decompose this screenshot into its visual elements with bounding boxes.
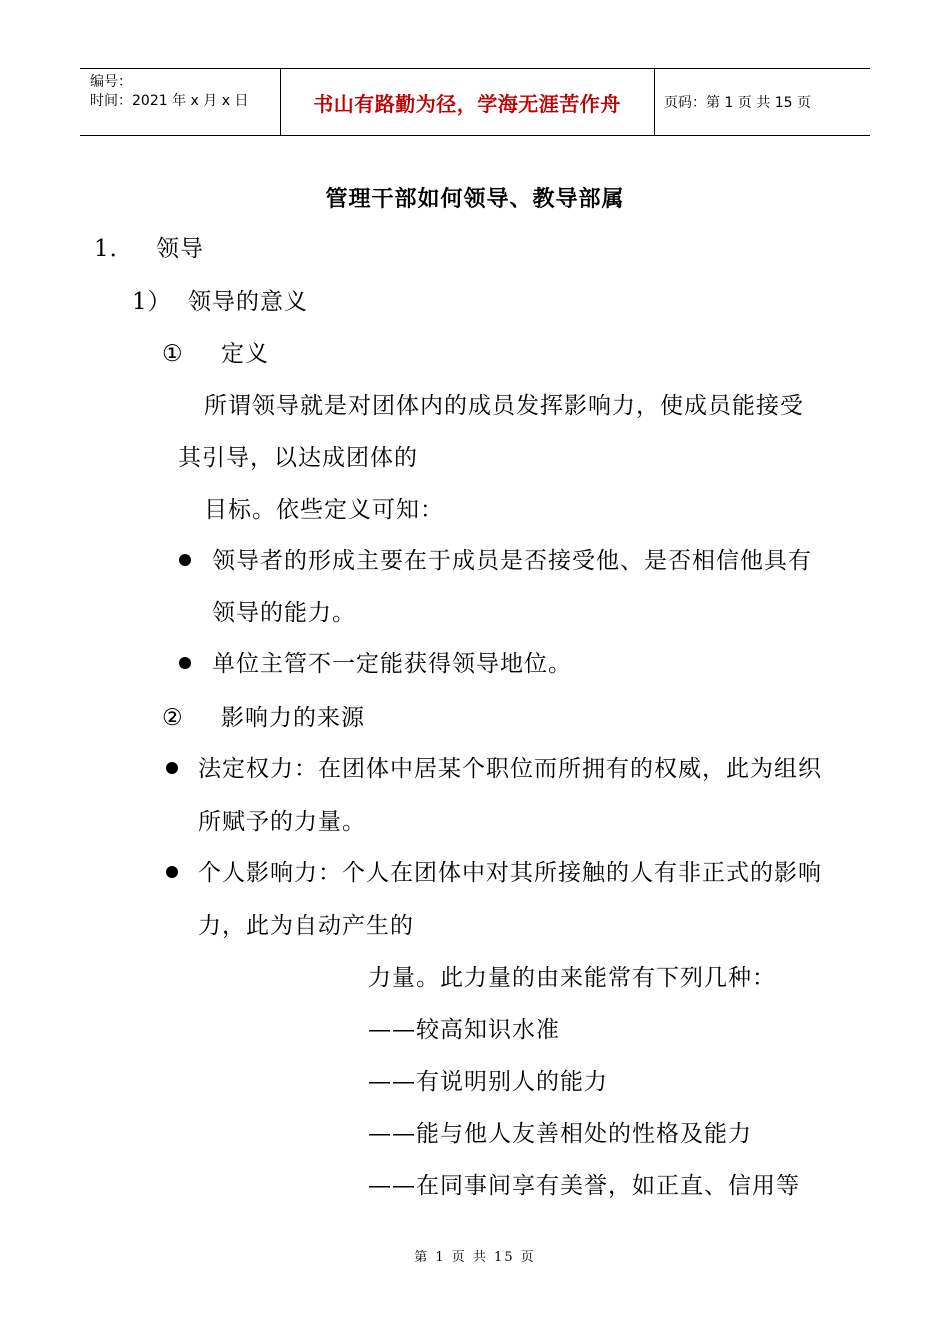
item-heading: 定义 <box>221 341 269 367</box>
serial-label: 编号： <box>90 74 132 90</box>
document-title: 管理干部如何领导、教导部属 <box>325 187 625 212</box>
list-item: ——有说明别人的能力 <box>368 1069 608 1095</box>
subsection-heading: 领导的意义 <box>188 289 308 315</box>
paragraph-line: 所谓领导就是对团体内的成员发挥影响力，使成员能接受 <box>204 393 804 419</box>
page-info: 页码：第 1 页 共 15 页 <box>664 95 811 111</box>
bullet-text: 领导的能力。 <box>212 600 356 626</box>
page-footer: 第 1 页 共 15 页 <box>414 1250 536 1265</box>
bullet-text: 领导者的形成主要在于成员是否接受他、是否相信他具有 <box>212 548 812 574</box>
bullet-text: 所赋予的力量。 <box>198 809 366 835</box>
subsection-number: 1） <box>132 289 172 315</box>
section-heading: 领导 <box>156 236 204 262</box>
bullet-text: 力，此为自动产生的 <box>198 913 414 939</box>
bullet-text: 单位主管不一定能获得领导地位。 <box>212 651 572 677</box>
list-item: ——在同事间享有美誉，如正直、信用等 <box>368 1173 800 1199</box>
item-marker: ② <box>162 705 184 731</box>
list-item: ——较高知识水准 <box>368 1017 560 1043</box>
bullet-text: 法定权力：在团体中居某个职位而所拥有的权威，此为组织 <box>198 756 822 782</box>
bullet-text: 个人影响力：个人在团体中对其所接触的人有非正式的影响 <box>198 860 822 886</box>
header-table <box>80 68 870 136</box>
date-label: 时间：2021 年 x 月 x 日 <box>90 93 249 109</box>
bullet-icon <box>179 554 191 566</box>
item-marker: ① <box>162 341 184 367</box>
bullet-icon <box>166 762 178 774</box>
bullet-icon <box>166 866 178 878</box>
header-divider <box>654 69 655 135</box>
motto: 书山有路勤为径，学海无涯苦作舟 <box>313 91 621 116</box>
list-item: ——能与他人友善相处的性格及能力 <box>368 1121 752 1147</box>
paragraph-line: 目标。依些定义可知： <box>204 497 444 523</box>
paragraph-line: 其引导，以达成团体的 <box>178 445 418 471</box>
section-number: 1． <box>94 236 134 262</box>
paragraph-line: 力量。此力量的由来能常有下列几种： <box>368 965 776 991</box>
bullet-icon <box>179 657 191 669</box>
item-heading: 影响力的来源 <box>221 705 365 731</box>
